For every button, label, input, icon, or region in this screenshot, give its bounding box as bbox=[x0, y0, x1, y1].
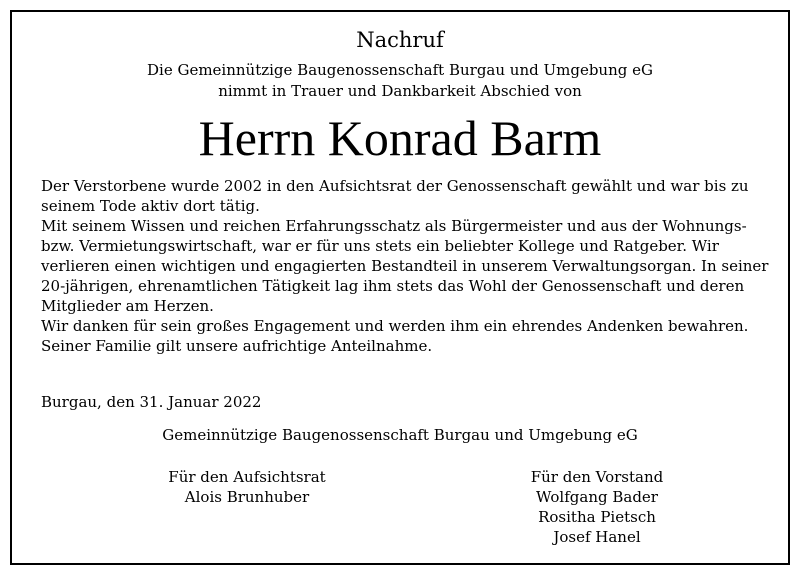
signatory-name: Wolfgang Bader bbox=[536, 488, 658, 506]
deceased-name: Herrn Konrad Barm bbox=[198, 110, 602, 166]
intro-line-1: Die Gemeinnützige Baugenossenschaft Burgau und Umgebung eG bbox=[147, 61, 653, 79]
notice-heading: Nachruf bbox=[356, 28, 444, 52]
paragraph-3: Wir danken für sein großes Engagement und werden ihm ein ehrendes Andenken bewahren. bbox=[41, 317, 749, 335]
place-date: Burgau, den 31. Januar 2022 bbox=[41, 393, 262, 411]
obituary-body bbox=[41, 176, 771, 356]
signature-organization: Gemeinnützige Baugenossenschaft Burgau und Umgebung eG bbox=[162, 426, 638, 444]
obituary-notice bbox=[10, 10, 790, 565]
paragraph-4: Seiner Familie gilt unsere aufrichtige Anteilnahme. bbox=[41, 337, 433, 355]
supervisory-board-signatures bbox=[122, 467, 372, 507]
signatory-name: Josef Hanel bbox=[553, 528, 641, 546]
board-heading: Für den Vorstand bbox=[530, 468, 664, 486]
board-signatures bbox=[472, 467, 722, 547]
paragraph-2: Mit seinem Wissen und reichen Erfahrungsschatz als Bürgermeister und aus der Wohnungs- bzw. Vermietungswirtschaft, war er für uns stets ein beliebter Kollege und Ratgeber. Wir verlieren einen wichtigen und engagierten Bestandteil in unserem Verwaltungsorgan. In seiner 20-jährigen, ehrenamtlichen Tätigkeit lag ihm stets das Wohl der Genossenschaft und deren Mitglieder am Herzen. bbox=[41, 217, 769, 315]
supervisory-board-heading: Für den Aufsichtsrat bbox=[168, 468, 326, 486]
signatory-name: Alois Brunhuber bbox=[184, 488, 310, 506]
intro-line-2: nimmt in Trauer und Dankbarkeit Abschied von bbox=[218, 82, 582, 100]
intro-text bbox=[12, 60, 788, 102]
signatory-name: Rositha Pietsch bbox=[538, 508, 656, 526]
paragraph-1: Der Verstorbene wurde 2002 in den Aufsichtsrat der Genossenschaft gewählt und war bis zu seinem Tode aktiv dort tätig. bbox=[41, 177, 749, 215]
